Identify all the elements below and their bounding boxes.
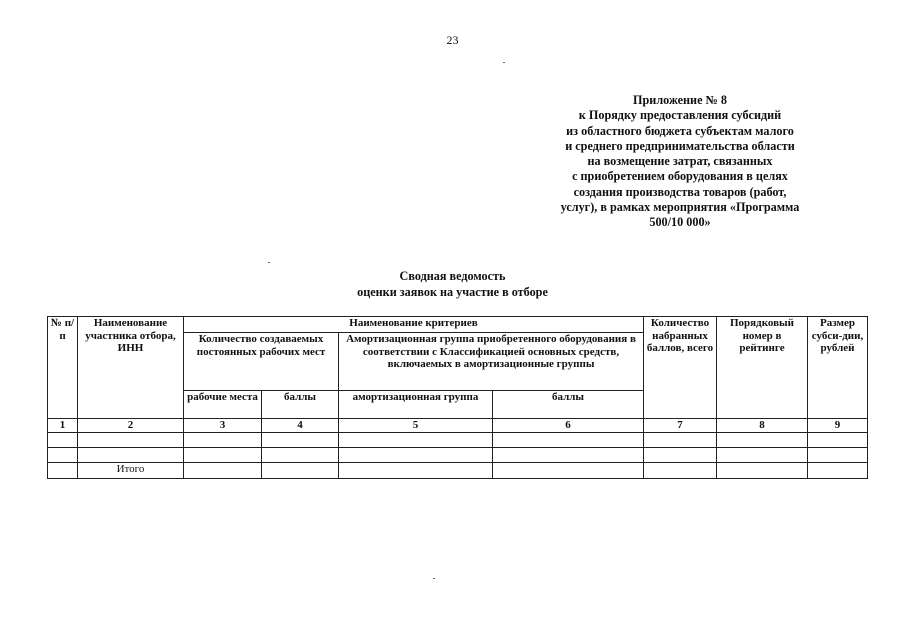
scan-speck [268,262,270,263]
subheader-jobs-points: баллы [262,391,339,419]
title-line: оценки заявок на участие в отборе [357,285,548,299]
table-cell [339,463,493,479]
appendix-header [530,93,830,231]
header-rank: Порядковый номер в рейтинге [717,317,808,419]
table-cell [262,463,339,479]
table-cell [808,463,868,479]
appendix-line: услуг), в рамках мероприятия «Программа [560,200,800,215]
column-number-cell: 7 [644,419,717,433]
header-total-points: Количество набранных баллов, всего [644,317,717,419]
title-line: Сводная ведомость [399,269,506,283]
subheader-amortization-points: баллы [493,391,644,419]
table-cell [644,448,717,463]
page-number: 23 [446,33,459,47]
column-number-cell: 4 [262,419,339,433]
table-cell [184,448,262,463]
appendix-line: создания производства товаров (работ, [573,184,787,199]
table-cell [717,433,808,448]
total-label: Итого [78,463,184,479]
total-row [48,463,868,479]
subheader-jobs: рабочие места [184,391,262,419]
table-cell [78,448,184,463]
scan-speck [433,578,435,579]
appendix-line: на возмещение затрат, связанных [587,154,773,169]
appendix-line: 500/10 000» [649,215,711,230]
table-cell [717,463,808,479]
document-title [0,268,905,300]
column-number-cell: 5 [339,419,493,433]
table-cell [644,463,717,479]
appendix-line: Приложение № 8 [633,93,727,107]
table-row [48,448,868,463]
table-cell [184,433,262,448]
table-cell [493,433,644,448]
subheader-amortization: амортизационная группа [339,391,493,419]
appendix-line: и среднего предпринимательства области [565,138,795,153]
table-cell [644,433,717,448]
column-number-cell: 8 [717,419,808,433]
table-cell [717,448,808,463]
scan-speck [503,62,505,63]
table-cell [493,448,644,463]
table-cell [339,448,493,463]
appendix-line: из областного бюджета субъектам малого [566,123,794,138]
header-jobs-group: Количество создаваемых постоянных рабочих мест [184,333,339,391]
table-cell [78,433,184,448]
appendix-line: с приобретением оборудования в целях [572,169,788,184]
table-cell [184,463,262,479]
header-amortization-group: Амортизационная группа приобретенного оборудования в соответствии с Классификацией основных средств, включаемых в амортизационные группы [339,333,644,391]
table-cell [493,463,644,479]
column-number-cell: 2 [78,419,184,433]
column-number-cell: 3 [184,419,262,433]
table-cell [339,433,493,448]
table-row [48,433,868,448]
header-number: № п/п [48,317,78,419]
appendix-line: к Порядку предоставления субсидий [578,108,782,123]
table-cell [808,433,868,448]
table-cell [262,448,339,463]
column-number-cell: 1 [48,419,78,433]
column-number-cell: 9 [808,419,868,433]
table-cell [48,448,78,463]
table-cell [48,433,78,448]
header-criteria: Наименование критериев [184,317,644,333]
table-cell [262,433,339,448]
header-subsidy: Размер субси-дии, рублей [808,317,868,419]
column-number-cell: 6 [493,419,644,433]
table-cell [808,448,868,463]
header-participant: Наименование участника отбора, ИНН [78,317,184,419]
summary-table [47,316,868,479]
table-cell [48,463,78,479]
